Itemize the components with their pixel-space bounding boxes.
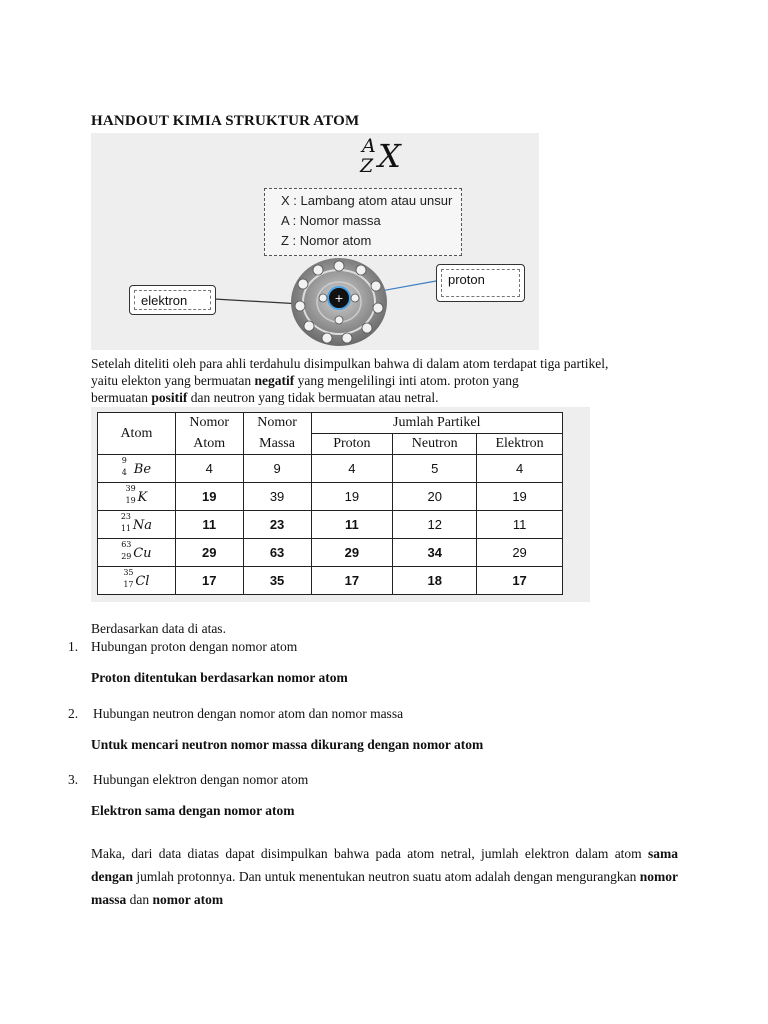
header-neutron: Neutron (393, 434, 477, 455)
cell-elektron: 29 (477, 539, 563, 567)
header-atom: Atom (98, 413, 176, 455)
question-1: Hubungan proton dengan nomor atom (91, 639, 298, 654)
answer-3: Elektron sama dengan nomor atom (91, 803, 295, 818)
answer-2: Untuk mencari neutron nomor massa dikurang dengan nomor atom (91, 737, 484, 752)
nucleus-label: + (334, 292, 344, 305)
question-1-number: 1. (68, 639, 79, 654)
table-row (98, 483, 563, 511)
table-row (98, 511, 563, 539)
proton-callout (436, 264, 525, 302)
conclusion-text-2: jumlah protonnya. Dan untuk menentukan neutron suatu atom adalah dengan mengurangkan (133, 869, 640, 884)
cell-neutron: 20 (393, 483, 477, 511)
cell-neutron: 12 (393, 511, 477, 539)
intro-line-1: Setelah diteliti oleh para ahli terdahulu disimpulkan bahwa di dalam atom terdapat tiga partikel, (91, 356, 609, 371)
atom-diagram (91, 133, 539, 350)
header-nomor-massa-1: Nomor (243, 413, 311, 434)
cell-neutron: 5 (393, 455, 477, 483)
header-nomor-atom-1: Nomor (175, 413, 243, 434)
header-elektron: Elektron (477, 434, 563, 455)
cell-nomor-atom: 29 (175, 539, 243, 567)
based-on-text: Berdasarkan data di atas. (91, 621, 226, 636)
cell-elektron: 11 (477, 511, 563, 539)
cell-nomor-massa: 63 (243, 539, 311, 567)
question-3: Hubungan elektron dengan nomor atom (93, 772, 309, 787)
element-symbol: 23 11 Na (120, 511, 152, 533)
intro-line-3c: dan neutron yang tidak bermuatan atau netral. (187, 390, 439, 405)
notation-atomic-number: Z (360, 155, 374, 177)
cell-nomor-massa: 35 (243, 567, 311, 595)
answer-1: Proton ditentukan berdasarkan nomor atom (91, 670, 348, 685)
table-row (98, 567, 563, 595)
intro-paragraph (91, 355, 678, 406)
cell-neutron: 18 (393, 567, 477, 595)
intro-line-2c: yang mengelilingi inti atom. proton yang (294, 373, 519, 388)
header-jumlah-partikel: Jumlah Partikel (311, 413, 563, 434)
conclusion-bold-1: sama dengan (91, 846, 678, 884)
intro-line-3a: bermuatan (91, 390, 152, 405)
cell-nomor-massa: 9 (243, 455, 311, 483)
conclusion-bold-3: nomor atom (152, 892, 224, 907)
element-symbol: 39 19 K (125, 483, 148, 505)
cell-nomor-atom: 17 (175, 567, 243, 595)
cell-nomor-massa: 39 (243, 483, 311, 511)
header-nomor-massa-2: Massa (243, 434, 311, 455)
cell-proton: 19 (311, 483, 393, 511)
conclusion-bold-2: nomor massa (91, 869, 678, 907)
intro-line-2a: yaitu elekton yang bermuatan (91, 373, 255, 388)
cell-nomor-massa: 23 (243, 511, 311, 539)
element-symbol: 9 4 Be (121, 455, 152, 477)
question-3-number: 3. (68, 772, 79, 787)
table-row (98, 455, 563, 483)
cell-proton: 4 (311, 455, 393, 483)
question-2: Hubungan neutron dengan nomor atom dan nomor massa (93, 706, 404, 721)
cell-neutron: 34 (393, 539, 477, 567)
particle-table (97, 412, 563, 595)
cell-elektron: 19 (477, 483, 563, 511)
electron-label: elektron (134, 290, 211, 310)
conclusion-text-1: Maka, dari data diatas dapat disimpulkan bahwa pada atom netral, jumlah elektron dalam atom (91, 846, 648, 861)
cell-elektron: 17 (477, 567, 563, 595)
cell-proton: 11 (311, 511, 393, 539)
element-symbol: 35 17 Cl (123, 567, 150, 589)
conclusion-text-3: dan (126, 892, 153, 907)
header-nomor-atom-2: Atom (175, 434, 243, 455)
conclusion-paragraph (91, 842, 678, 911)
atom-model-icon (289, 256, 389, 348)
legend-atomic: Z : Nomor atom (281, 233, 372, 248)
header-proton: Proton (311, 434, 393, 455)
notation-symbol: X (378, 137, 401, 175)
table-row (98, 539, 563, 567)
proton-label: proton (441, 269, 520, 297)
intro-negative: negatif (254, 373, 295, 388)
legend-mass: A : Nomor massa (281, 213, 381, 228)
cell-nomor-atom: 19 (175, 483, 243, 511)
electron-callout (129, 285, 216, 315)
legend-symbol: X : Lambang atom atau unsur (281, 193, 453, 208)
intro-positive: positif (151, 390, 188, 405)
notation-mass-number: A (362, 135, 376, 157)
cell-proton: 17 (311, 567, 393, 595)
question-2-number: 2. (68, 706, 79, 721)
element-symbol: 63 29 Cu (121, 539, 152, 561)
cell-proton: 29 (311, 539, 393, 567)
particle-table-figure (91, 407, 590, 602)
cell-nomor-atom: 11 (175, 511, 243, 539)
document-title: HANDOUT KIMIA STRUKTUR ATOM (91, 113, 360, 129)
cell-elektron: 4 (477, 455, 563, 483)
cell-nomor-atom: 4 (175, 455, 243, 483)
